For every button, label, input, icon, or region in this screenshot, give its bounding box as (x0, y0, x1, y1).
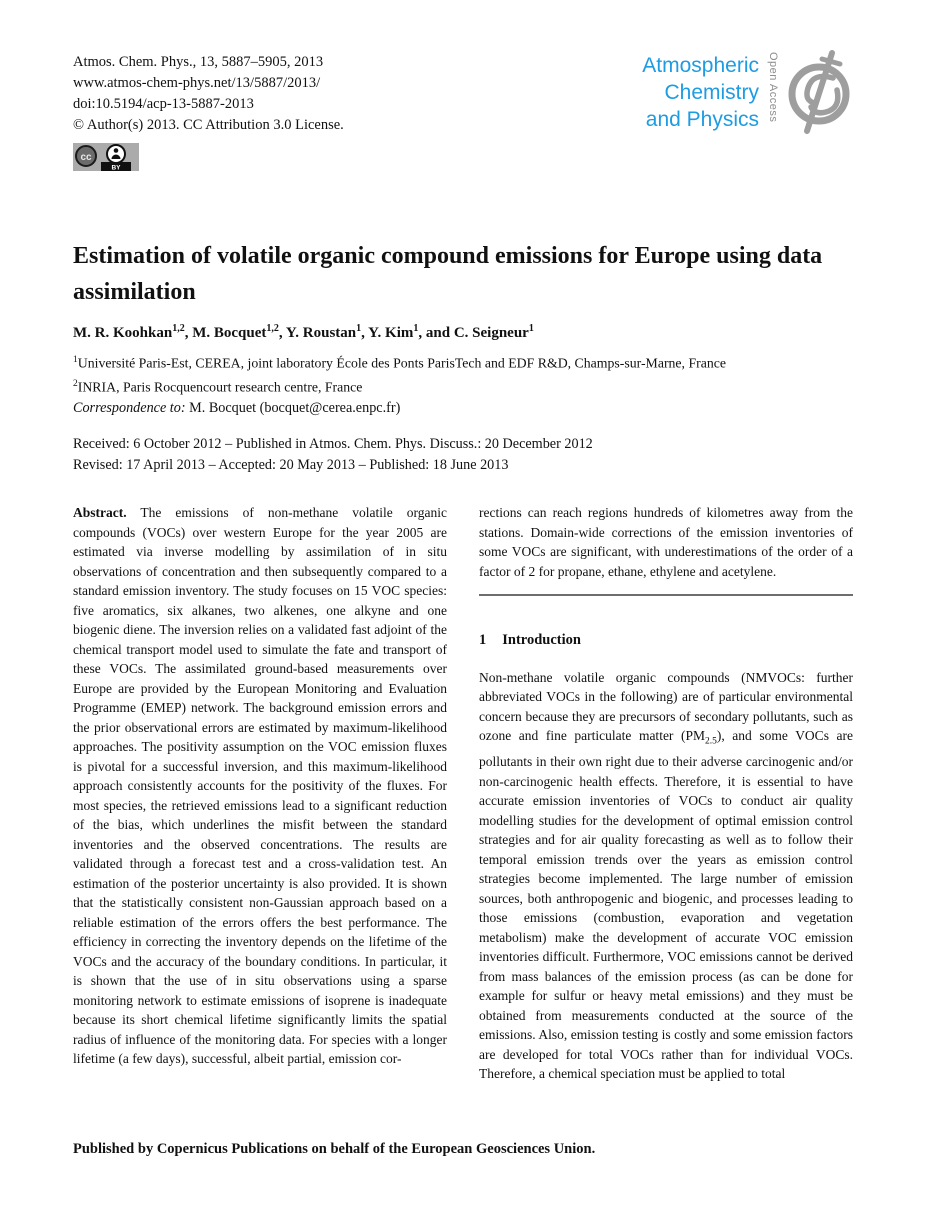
section-number: 1 (479, 632, 487, 648)
journal-name (642, 48, 759, 133)
affiliation-2: $^2$INRIA, Paris Rocquencourt research centre, France (73, 378, 363, 395)
journal-name-line2: Chemistry (664, 81, 759, 104)
citation-url: www.atmos-chem-phys.net/13/5887/2013/ (73, 75, 321, 91)
dates-block (73, 434, 853, 476)
left-column (73, 503, 447, 1135)
introduction-paragraph: Non-methane volatile organic compounds (NMVOCs: further abbreviated VOCs in the following) are of particular environmental concern because they are precursors of secondary pollutants, such as ozone and fine particulate matter $(PM_{2.5})$, and some VOCs are pollutants in their own right due to their adverse carcinogenic and/or non-carcinogenic health effects. Therefore, it is essential to have accurate emission inventories of VOCs to conduct air quality modelling studies for the development of optimal emission control strategies and for air quality forecasting as well as to follow their temporal emission trends over the years as emission control strategies become implemented. The large number of emission sources, both anthropogenic and biogenic, and processes leading to those emissions (combustion, evaporation and vegetation metabolism) make the development of accurate VOC emission inventories difficult. Furthermore, VOC emissions cannot be derived from mass balances of the emission process (as can be done for example for sulfur or heavy metal emissions) and they must be obtained from measurements conducted at the source of the emissions. Also, emission testing is costly and some emission factors are developed for total VOCs rather than for individual VOCs. Therefore, a chemical speciation must be applied to total (479, 669, 853, 1082)
pm25-subscript: 2.5 (705, 736, 717, 747)
author-affil-sup: 1 (356, 323, 362, 334)
correspondence-contact: M. Bocquet (bocquet@cerea.enpc.fr) (185, 400, 401, 416)
author: Y. Kim (368, 325, 414, 341)
introduction-heading (479, 631, 853, 651)
abstract-label: Abstract. (73, 505, 127, 520)
citation-block (73, 52, 503, 171)
author: M. R. Koohkan (73, 325, 173, 341)
journal-brand (642, 48, 855, 136)
journal-name-line3: and Physics (645, 108, 759, 131)
correspondence-line (73, 400, 853, 417)
abstract-text-col1: The emissions of non-methane volatile organic compounds (VOCs) over western Europe for the year 2005 are estimated via inverse modelling by assimilation of in situ observations of concentration and then subsequently compared to a standard emission inventory. The study focuses on 15 VOC species: five aromatics, six alkanes, two alkenes, one alkyne and one biogenic diene. The inversion relies on a validated fast adjoint of the chemical transport model used to simulate the fate and transport of these VOCs. The assimilated ground-based measurements over Europe are provided by the European Monitoring and Evaluation Programme (EMEP) network. The background emission errors and the prior observational errors are estimated by maximum-likelihood approaches. The positivity assumption on the VOC emission fluxes is pivotal for a successful inversion, and this maximum-likelihood approach consistently accounts for the positivity of the fluxes. For most species, the retrieved emissions lead to a significant reduction of the bias, which underlines the misfit between the standard inventories and the observed concentrations. The results are validated through a forecast test and a cross-validation test. An estimation of the posterior uncertainty is also provided. It is shown that the statistically consistent non-Gaussian approach based on a reliable estimation of the errors offers the best performance. The efficiency in correcting the inventory depends on the lifetime of the VOCs and the accuracy of the boundary conditions. In particular, it is shown that the use of in situ observations using a sparse monitoring network to estimate emissions of isoprene is inadequate because its short chemical lifetime significantly limits the spatial radius of influence of the monitoring data. For species with a longer lifetime (a few days), successful, albeit partial, emission cor- (73, 505, 447, 1066)
cc-by-license-badge[interactable] (73, 143, 139, 171)
cc-by-label: BY (111, 164, 121, 171)
open-access-label: Open Access (767, 52, 779, 123)
author-affil-sup: 1 (528, 323, 534, 334)
paper-title: Estimation of volatile organic compound emissions for Europe using data assimilation (73, 243, 823, 305)
section-title: Introduction (502, 632, 581, 648)
right-column (479, 503, 853, 1135)
author-line: M. R. Koohkan$^{1,2}$, M. Bocquet$^{1,2}$, Y. Roustan$^1$, Y. Kim$^1$, and C. Seigneur$^1$ (73, 323, 534, 341)
cc-monogram: cc (80, 152, 92, 163)
citation-doi: doi:10.5194/acp-13-5887-2013 (73, 96, 254, 112)
author-affil-sup: 1,2 (266, 323, 279, 334)
egu-globe-logo (783, 48, 855, 134)
journal-name-line1: Atmospheric (642, 54, 759, 77)
author-affil-sup: 1 (413, 323, 419, 334)
correspondence-label: Correspondence to: (73, 400, 186, 416)
author-affil-sup: 1,2 (172, 323, 185, 334)
affiliation-1: $^1$Université Paris-Est, CEREA, joint laboratory École des Ponts ParisTech and EDF R&D, Champs-sur-Marne, France (73, 355, 726, 371)
footer-publisher-line: Published by Copernicus Publications on behalf of the European Geosciences Union. (73, 1141, 596, 1157)
citation-license-line: © Author(s) 2013. CC Attribution 3.0 License. (73, 117, 344, 133)
citation-journal-line: Atmos. Chem. Phys., 13, 5887–5905, 2013 (73, 54, 324, 70)
abstract-text-col2: rections can reach regions hundreds of kilometres away from the stations. Domain-wide corrections of the emission inventories of some VOCs are significant, with underestimations of the order of a factor of 2 for propane, ethane, ethylene and acetylene. (479, 505, 853, 579)
author: Y. Roustan (285, 325, 357, 341)
received-published-line: Received: 6 October 2012 – Published in Atmos. Chem. Phys. Discuss.: 20 December 2012 (73, 436, 593, 452)
author: C. Seigneur (453, 325, 529, 341)
revised-accepted-line: Revised: 17 April 2013 – Accepted: 20 May 2013 – Published: 18 June 2013 (73, 457, 509, 473)
section-divider-rule (479, 594, 853, 596)
body-columns (73, 503, 853, 1135)
author: M. Bocquet (192, 325, 267, 341)
affiliations-block (73, 350, 853, 397)
